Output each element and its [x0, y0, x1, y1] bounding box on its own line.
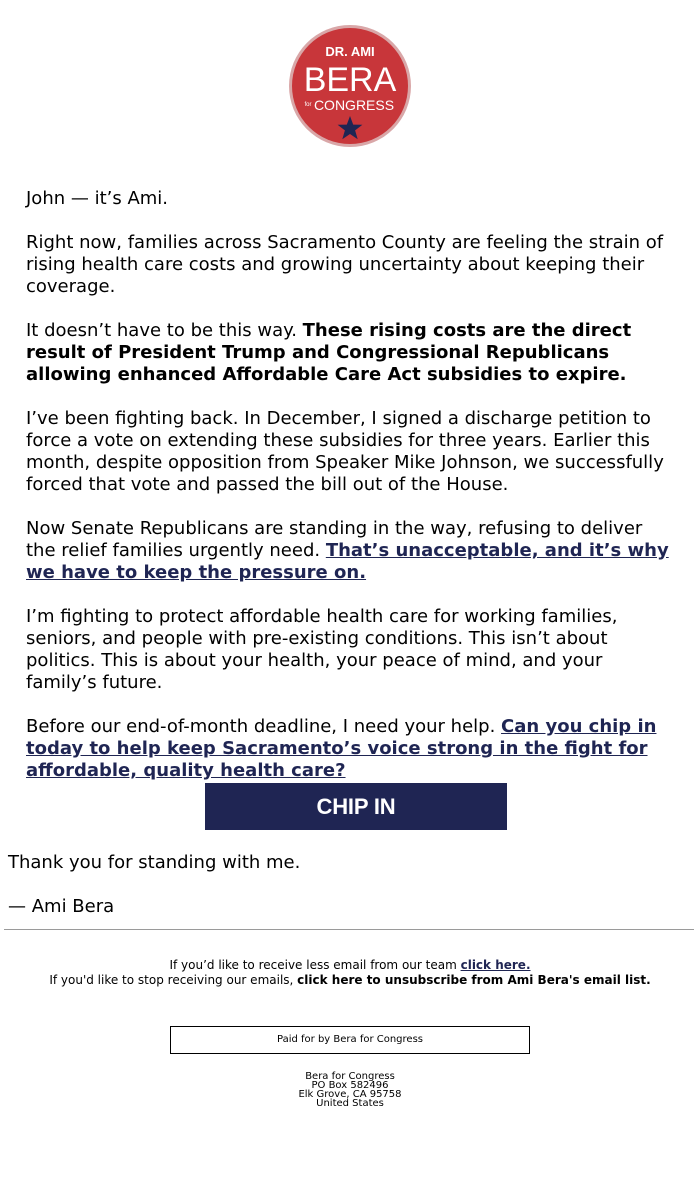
- unsubscribe-section: [0, 958, 700, 988]
- paragraph-ask-plain: Before our end-of-month deadline, I need your help.: [26, 716, 502, 737]
- chip-in-link[interactable]: Can you chip in today to help keep Sacramento’s voice strong in the fight for affordable, quality health care?: [26, 716, 657, 781]
- logo-line2: BERA: [303, 61, 397, 99]
- divider: [4, 929, 694, 930]
- address-line: Elk Grove, CA 95758: [298, 1089, 402, 1100]
- paragraph-senate: [26, 518, 674, 584]
- paragraph-cause-bold: These rising costs are the direct result of President Trump and Congressional Republicans allowing enhanced Affordable Care Act subsidies to expire.: [26, 320, 632, 385]
- logo-badge: [288, 24, 412, 148]
- paragraph-cause: [26, 320, 674, 386]
- unsubscribe-link[interactable]: click here to unsubscribe from Ami Bera's email list.: [297, 973, 651, 987]
- paid-for-disclaimer: Paid for by Bera for Congress: [170, 1026, 530, 1054]
- stop-email-text: If you'd like to stop receiving our emails,: [49, 973, 298, 987]
- greeting: John — it’s Ami.: [26, 188, 169, 209]
- address-line: United States: [316, 1098, 384, 1109]
- logo: [288, 24, 412, 148]
- less-email-link[interactable]: click here.: [460, 958, 531, 972]
- paragraph-cause-plain: It doesn’t have to be this way.: [26, 320, 303, 341]
- logo-line1: DR. AMI: [325, 44, 375, 59]
- address-line: PO Box 582496: [311, 1080, 389, 1091]
- logo-line3-prefix: for: [304, 102, 312, 108]
- paragraph-ask: [26, 716, 674, 782]
- less-email-text: If you’d like to receive less email from our team: [169, 958, 461, 972]
- address-line: Bera for Congress: [305, 1071, 395, 1082]
- signoff: [8, 852, 688, 940]
- paragraph-fighting-back: I’ve been fighting back. In December, I signed a discharge petition to force a vote on extending these subsidies for three years. Earlier this month, despite opposition from Speaker Mike Johnson, we successfully forced that vote and passed the bill out of the House.: [26, 408, 664, 495]
- stop-email-line: [0, 973, 700, 988]
- email-body: [26, 188, 674, 782]
- mailing-address: [0, 1072, 700, 1108]
- thanks-text: Thank you for standing with me.: [8, 852, 301, 873]
- signature: — Ami Bera: [8, 896, 115, 917]
- logo-line3: CONGRESS: [313, 97, 395, 113]
- paragraph-costs: Right now, families across Sacramento County are feeling the strain of rising health care costs and growing uncertainty about keeping their coverage.: [26, 232, 664, 297]
- pressure-link[interactable]: That’s unacceptable, and it’s why we have to keep the pressure on.: [26, 540, 669, 583]
- chip-in-button[interactable]: CHIP IN: [205, 783, 507, 830]
- less-email-line: [0, 958, 700, 973]
- paragraph-protect: I’m fighting to protect affordable health care for working families, seniors, and people with pre-existing conditions. This isn’t about politics. This is about your health, your peace of mind, and your family’s future.: [26, 606, 618, 693]
- paragraph-senate-plain: Now Senate Republicans are standing in the way, refusing to deliver the relief families urgently need.: [26, 518, 643, 561]
